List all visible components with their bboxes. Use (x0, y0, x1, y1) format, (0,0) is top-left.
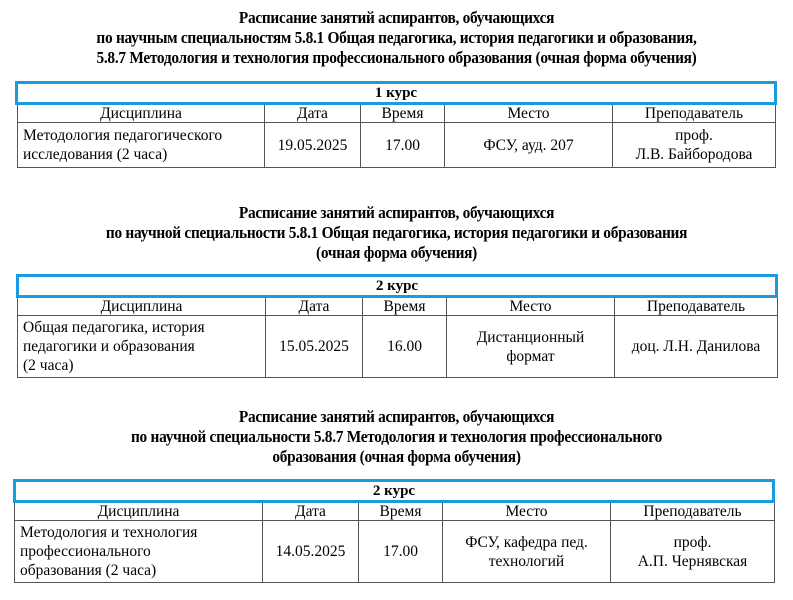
title-line: по научной специальности 5.8.1 Общая педагогика, история педагогики и образования (105, 223, 688, 242)
header-row (18, 104, 776, 123)
course-header: 2 курс (13, 479, 775, 503)
place-cell: ФСУ, ауд. 207 (445, 123, 613, 168)
column-header-discipline: Дисциплина (18, 104, 265, 123)
column-header-place: Место (445, 104, 613, 123)
column-header-discipline: Дисциплина (18, 297, 266, 316)
title-line: Расписание занятий аспирантов, обучающихся (238, 407, 555, 426)
title-line: Расписание занятий аспирантов, обучающихся (238, 203, 555, 222)
schedule-grid (17, 103, 776, 168)
date-cell: 19.05.2025 (265, 123, 361, 168)
schedule-table-2 (16, 274, 778, 382)
title-line: по научным специальностям 5.8.1 Общая педагогика, история педагогики и образования, (96, 28, 697, 47)
column-header-date: Дата (265, 104, 361, 123)
teacher-cell: доц. Л.Н. Данилова (615, 316, 778, 378)
column-header-date: Дата (266, 297, 363, 316)
table-row (15, 521, 775, 583)
schedule-title-3 (28, 407, 765, 467)
discipline-cell: Общая педагогика, история педагогики и образования (2 часа) (18, 316, 266, 378)
column-header-time: Время (363, 297, 447, 316)
discipline-cell: Методология педагогического исследования (2 часа) (18, 123, 265, 168)
date-cell: 14.05.2025 (263, 521, 359, 583)
column-header-teacher: Преподаватель (613, 104, 776, 123)
title-line: 5.8.7 Методология и технология профессионального образования (очная форма обучения) (96, 48, 697, 67)
column-header-time: Время (359, 502, 443, 521)
header-row (18, 297, 778, 316)
column-header-date: Дата (263, 502, 359, 521)
title-line: по научной специальности 5.8.7 Методология и технология профессионального (130, 427, 662, 446)
header-row (15, 502, 775, 521)
column-header-time: Время (361, 104, 445, 123)
date-cell: 15.05.2025 (266, 316, 363, 378)
title-line: (очная форма обучения) (315, 243, 478, 262)
table-row (18, 316, 778, 378)
schedule-title-2 (28, 203, 765, 263)
schedule-grid (14, 501, 775, 583)
table-row (18, 123, 776, 168)
schedule-table-1 (15, 81, 777, 167)
schedule-table-3 (13, 479, 775, 587)
column-header-discipline: Дисциплина (15, 502, 263, 521)
teacher-cell: проф. А.П. Чернявская (611, 521, 775, 583)
column-header-teacher: Преподаватель (615, 297, 778, 316)
title-line: Расписание занятий аспирантов, обучающихся (238, 8, 555, 27)
schedule-title-1 (28, 8, 765, 68)
schedule-grid (17, 296, 778, 378)
time-cell: 17.00 (361, 123, 445, 168)
column-header-place: Место (443, 502, 611, 521)
place-cell: ФСУ, кафедра пед. технологий (443, 521, 611, 583)
course-header: 1 курс (15, 81, 777, 105)
teacher-cell: проф. Л.В. Байбородова (613, 123, 776, 168)
discipline-cell: Методология и технология профессионального образования (2 часа) (15, 521, 263, 583)
column-header-teacher: Преподаватель (611, 502, 775, 521)
place-cell: Дистанционный формат (447, 316, 615, 378)
time-cell: 17.00 (359, 521, 443, 583)
course-header: 2 курс (16, 274, 778, 298)
column-header-place: Место (447, 297, 615, 316)
title-line: образования (очная форма обучения) (272, 447, 521, 466)
time-cell: 16.00 (363, 316, 447, 378)
